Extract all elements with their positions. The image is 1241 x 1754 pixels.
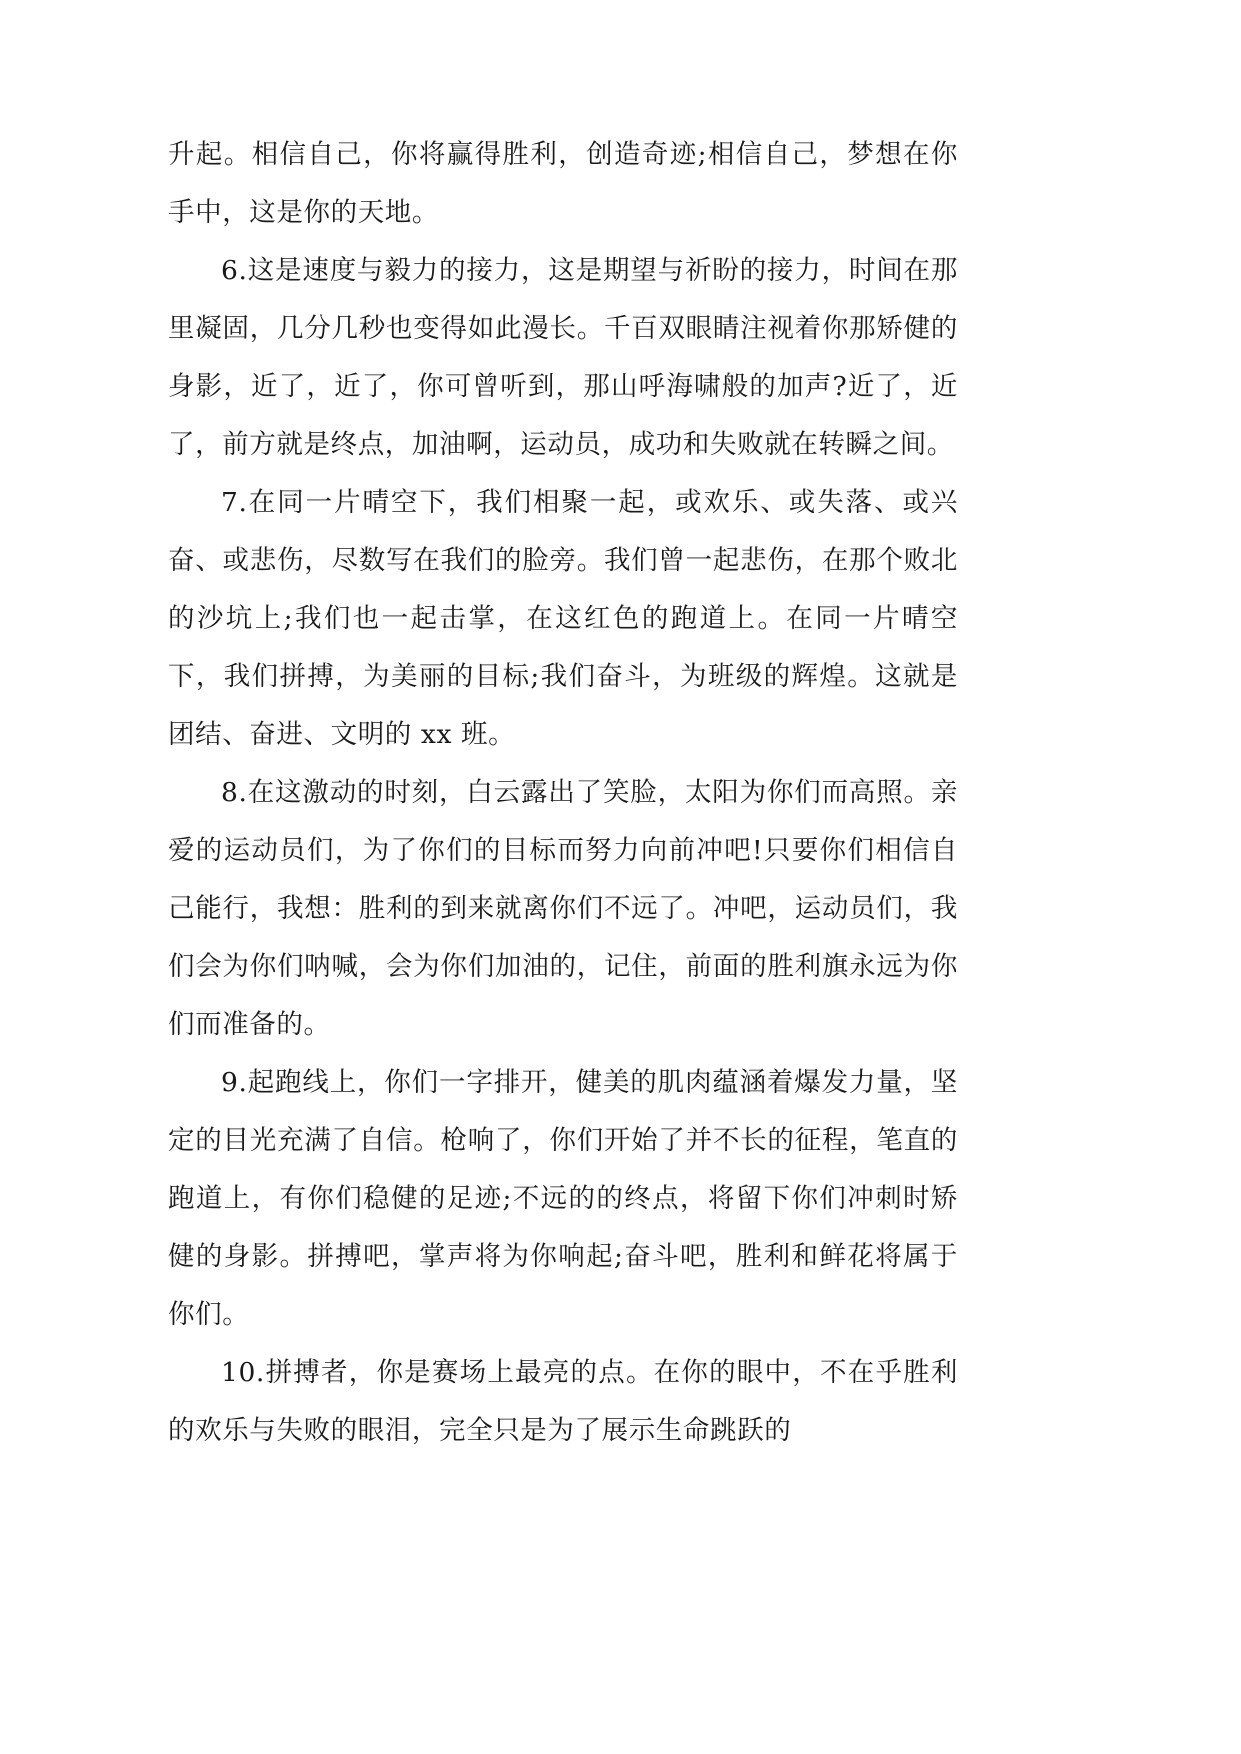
document-body [168,126,958,1460]
paragraph-7: 7.在同一片晴空下，我们相聚一起，或欢乐、或失落、或兴奋、或悲伤，尽数写在我们的脸旁。我们曾一起悲伤，在那个败北的沙坑上;我们也一起击掌，在这红色的跑道上。在同一片晴空下，我们拼搏，为美丽的目标;我们奋斗，为班级的辉煌。这就是团结、奋进、文明的 xx 班。 [168,487,958,750]
paragraph-9: 9.起跑线上，你们一字排开，健美的肌肉蕴涵着爆发力量，坚定的目光充满了自信。枪响了，你们开始了并不长的征程，笔直的跑道上，有你们稳健的足迹;不远的的终点，将留下你们冲刺时矫健的身影。拼搏吧，掌声将为你响起;奋斗吧，胜利和鲜花将属于你们。 [168,1067,958,1330]
paragraph-10: 10.拼搏者，你是赛场上最亮的点。在你的眼中，不在乎胜利的欢乐与失败的眼泪，完全只是为了展示生命跳跃的 [168,1357,958,1446]
paragraph-continued: 升起。相信自己，你将赢得胜利，创造奇迹;相信自己，梦想在你手中，这是你的天地。 [168,139,958,228]
paragraph-8: 8.在这激动的时刻，白云露出了笑脸，太阳为你们而高照。亲爱的运动员们，为了你们的目标而努力向前冲吧!只要你们相信自己能行，我想：胜利的到来就离你们不远了。冲吧，运动员们，我们会为你们呐喊，会为你们加油的，记住，前面的胜利旗永远为你们而准备的。 [168,777,958,1040]
paragraph-6: 6.这是速度与毅力的接力，这是期望与祈盼的接力，时间在那里凝固，几分几秒也变得如此漫长。千百双眼睛注视着你那矫健的身影，近了，近了，你可曾听到，那山呼海啸般的加声?近了，近了，前方就是终点，加油啊，运动员，成功和失败就在转瞬之间。 [168,255,958,460]
